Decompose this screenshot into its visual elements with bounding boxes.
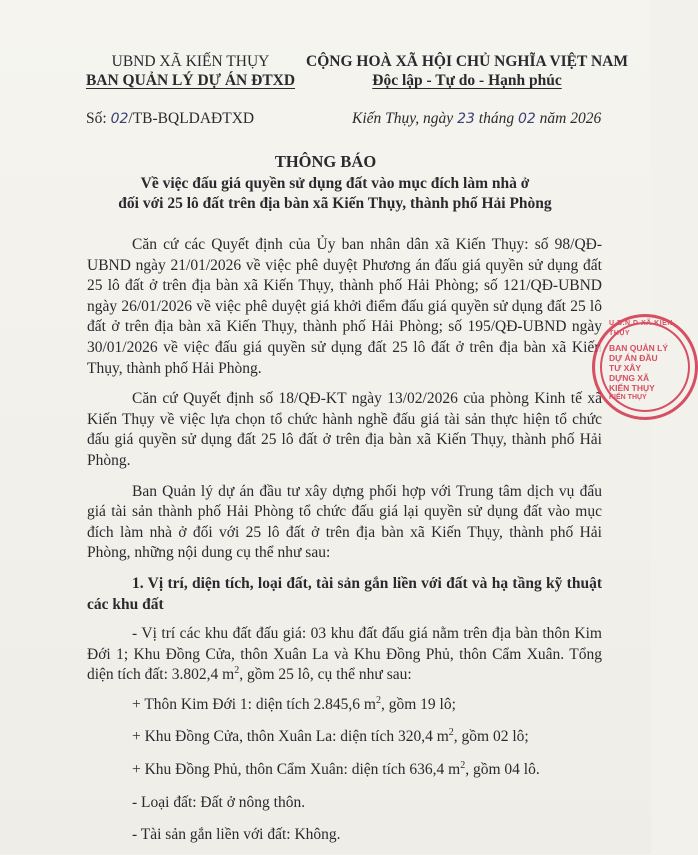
seal-inner-text: BAN QUẢN LÝ DỰ ÁN ĐẦU TƯ XÂY DỰNG XÃ KIẾN THỤY xyxy=(609,343,669,393)
list-item-text: + Khu Đồng Cửa, thôn Xuân La: diện tích 320,4 m xyxy=(132,728,449,746)
unit-superscript: 2 xyxy=(448,727,454,739)
list-item-dong-phu xyxy=(87,760,602,781)
document-body xyxy=(87,235,602,855)
dateline-month: 02 xyxy=(517,111,536,127)
section-1-heading: 1. Vị trí, diện tích, loại đất, tài sản gắn liền với đất và hạ tầng kỹ thuật các khu đất xyxy=(87,574,602,613)
paragraph-legal-basis-2: Căn cứ Quyết định số 18/QĐ-KT ngày 13/02/2026 của phòng Kinh tế xã Kiến Thụy về việc lựa chọn tổ chức hành nghề đấu giá tài sản thực hiện tổ chức đấu giá quyền sử dụng đất 25 lô đất ở trên địa bàn xã Kiến Thụy, thành phố Hải Phòng. xyxy=(87,390,602,469)
motto-line-1: CỘNG HOÀ XÃ HỘI CHỦ NGHĨA VIỆT NAM xyxy=(306,53,628,70)
dateline-day: 23 xyxy=(457,111,475,127)
location-intro-text: - Vị trí các khu đất đấu giá: 03 khu đất đấu giá nằm trên địa bàn thôn Kim Đới 1; Khu Đồng Cửa, thôn Xuân La và Khu Đồng Phủ, thôn Cẩm Xuân. Tổng diện tích đất: 3.802,4 m xyxy=(87,625,602,684)
subtitle-line-2: đối với 25 lô đất trên địa bàn xã Kiến Thụy, thành phố Hải Phòng xyxy=(118,194,552,212)
document-number xyxy=(86,110,254,128)
attached-assets: - Tài sản gắn liền với đất: Không. xyxy=(132,826,341,844)
location-intro-tail: , gồm 25 lô, cụ thể như sau: xyxy=(239,666,412,684)
motto-line-2: Độc lập - Tự do - Hạnh phúc xyxy=(372,72,562,89)
unit-superscript: 2 xyxy=(375,694,381,706)
number-handwritten: 02 xyxy=(110,111,129,127)
list-item-text: + Thôn Kim Đới 1: diện tích 2.845,6 m xyxy=(132,695,376,713)
number-suffix: /TB-BQLDAĐTXD xyxy=(128,110,255,127)
dateline xyxy=(352,110,601,128)
dateline-place: Kiến Thụy, ngày xyxy=(352,110,454,127)
land-type: - Loại đất: Đất ở nông thôn. xyxy=(132,793,306,811)
document-subtitle xyxy=(100,174,570,213)
paragraph-legal-basis-1: Căn cứ các Quyết định của Ủy ban nhân dân xã Kiến Thụy: số 98/QĐ-UBND ngày 21/01/2026 về việc phê duyệt Phương án đấu giá quyền sử dụng đất 25 lô đất ở trên địa bàn xã Kiến Thụy, thành phố Hải Phòng; số 121/QĐ-UBND ngày 26/01/2026 về việc phê duyệt giá khởi điểm đấu giá quyền sử dụng đất 25 lô đất ở trên địa bàn xã Kiến Thụy, thành phố Hải Phòng; số 195/QĐ-UBND ngày 30/01/2026 về việc đấu giá quyền sử dụng đất 25 lô đất ở trên địa bàn xã Kiến Thụy, thành phố Hải Phòng. xyxy=(87,236,602,377)
seal-rim-top: U.B.N.D XÃ KIẾN THỤY xyxy=(609,320,673,337)
dateline-month-label: tháng xyxy=(478,110,515,127)
seal-rim-bottom: KIẾN THỤY xyxy=(609,394,647,401)
list-item-text: + Khu Đồng Phủ, thôn Cẩm Xuân: diện tích 636,4 m xyxy=(132,761,461,779)
unit-superscript: 2 xyxy=(234,665,240,677)
dateline-year: năm 2026 xyxy=(539,110,602,127)
paragraph-announcement: Ban Quản lý dự án đầu tư xây dựng phối hợp với Trung tâm dịch vụ đấu giá tài sản thành phố Hải Phòng tổ chức đấu giá lại quyền sử dụng đất vào mục đích làm nhà ở đối với 25 lô đất ở trên địa bàn xã Kiến Thụy, thành phố Hải Phòng, những nội dung cụ thể như sau: xyxy=(87,482,602,562)
document-title: THÔNG BÁO xyxy=(274,152,377,171)
official-seal xyxy=(592,314,698,420)
national-motto xyxy=(302,52,632,90)
org-line-2: BAN QUẢN LÝ DỰ ÁN ĐTXD xyxy=(85,72,296,89)
issuing-organization xyxy=(58,52,323,90)
subtitle-line-1: Về việc đấu giá quyền sử dụng đất vào mục đích làm nhà ở xyxy=(140,175,530,192)
list-item-dong-cua xyxy=(87,727,602,748)
unit-superscript: 2 xyxy=(460,759,466,771)
number-prefix: Số: xyxy=(86,110,107,127)
org-line-1: UBND XÃ KIẾN THỤY xyxy=(111,53,270,70)
list-item-kim-doi xyxy=(87,695,602,716)
list-item-tail: , gồm 04 lô. xyxy=(465,761,540,779)
list-item-tail: , gồm 02 lô; xyxy=(453,728,529,746)
location-intro xyxy=(87,624,602,686)
list-item-tail: , gồm 19 lô; xyxy=(380,695,456,713)
